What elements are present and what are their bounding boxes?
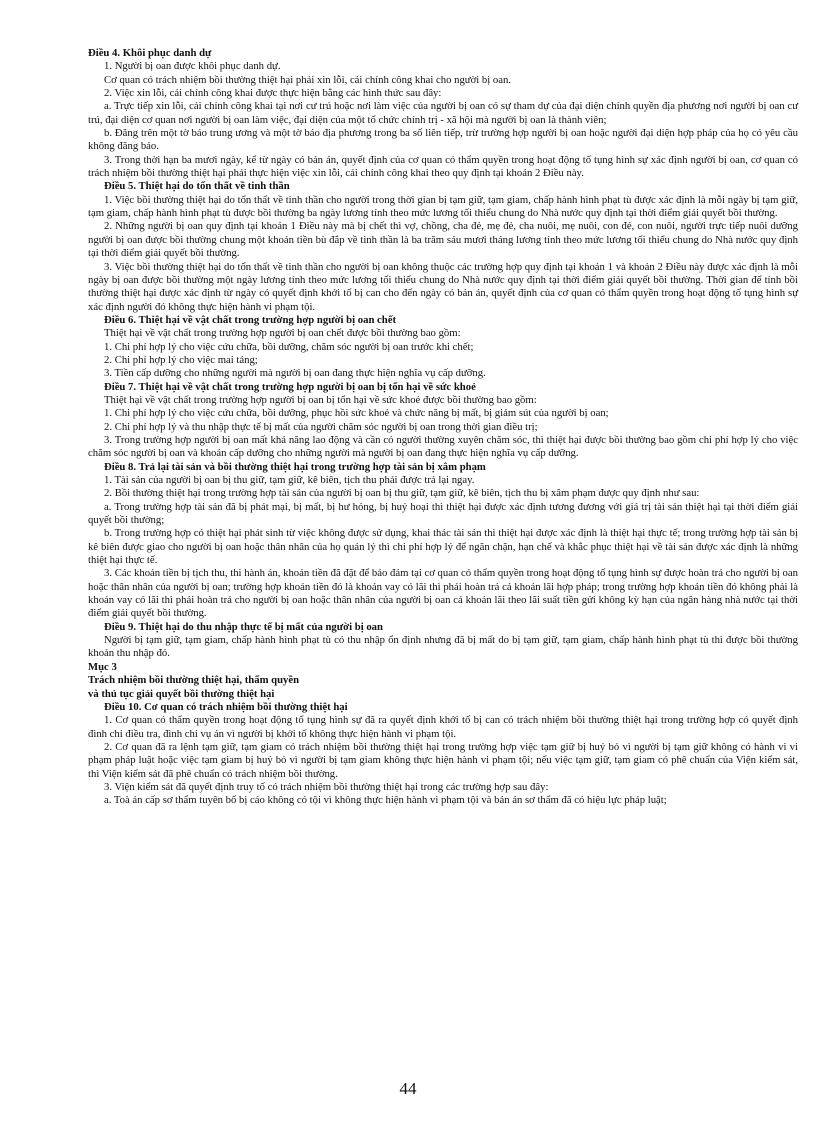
paragraph: 2. Chi phí hợp lý và thu nhập thực tế bị mất của người chăm sóc người bị oan trong thời gian điều trị; bbox=[104, 420, 538, 433]
paragraph: 2. Cơ quan đã ra lệnh tạm giữ, tạm giam có trách nhiệm bồi thường thiệt hại trong trường hợp việc tạm giữ bị huỷ bỏ vì người bị tạm giữ không có hành vi vi phạm pháp luật hoặc việc tạm giam bị huỷ bỏ vì người bị tạm giam không thực hiện hành vi phạm tội; nếu việc tạm giữ, tạm giam có phê chuẩn của Viện kiểm sát, thì Viện kiểm sát đã phê chuẩn có trách nhiệm bồi thường. bbox=[88, 740, 798, 780]
paragraph: Thiệt hại về vật chất trong trường hợp người bị oan chết được bồi thường bao gồm: bbox=[104, 327, 461, 340]
paragraph: 3. Các khoản tiền bị tịch thu, thi hành án, khoản tiền đã đặt để bảo đảm tại cơ quan có thẩm quyền trong hoạt động tố tụng hình sự được hoàn trả cho người bị oan hoặc thân nhân của người bị oan; trường hợp khoản tiền đó là khoản vay có lãi thì phải hoàn trả cả khoản lãi hợp pháp; trong trường hợp khoản tiền đó không phải là khoản vay có lãi thì phải hoàn trả cho người bị oan hoặc thân nhân của người bị oan cả khoản lãi theo lãi suất tiền gửi không kỳ hạn của ngân hàng nhà nước tại thời điểm giải quyết bồi thường. bbox=[88, 567, 798, 620]
page-number: 44 bbox=[399, 1079, 417, 1098]
section-heading: Mục 3 bbox=[88, 660, 117, 673]
paragraph: 2. Những người bị oan quy định tại khoản 1 Điều này mà bị chết thì vợ, chồng, cha đẻ, mẹ đẻ, cha nuôi, mẹ nuôi, con đẻ, con nuôi, người trực tiếp nuôi dưỡng người bị oan được bồi thường chung một khoản tiền bù đắp về tinh thần là ba trăm sáu mươi tháng lương tính theo mức lương tối thiểu chung do Nhà nước quy định tại thời điểm giải quyết bồi thường. bbox=[88, 220, 798, 260]
paragraph: Người bị tạm giữ, tạm giam, chấp hành hình phạt tù có thu nhập ổn định nhưng đã bị mất do bị tạm giữ, tạm giam, chấp hành hình phạt tù thì được bồi thường khoản thu nhập đó. bbox=[88, 634, 798, 660]
paragraph: a. Trực tiếp xin lỗi, cải chính công khai tại nơi cư trú hoặc nơi làm việc của người bị oan có sự tham dự của đại diện chính quyền địa phương nơi người bị oan cư trú, đại diện cơ quan nơi người bị oan làm việc, đại diện của một tổ chức chính trị - xã hội mà người bị oan là thành viên; bbox=[88, 100, 798, 126]
paragraph: 3. Viện kiểm sát đã quyết định truy tố có trách nhiệm bồi thường thiệt hại trong các trường hợp sau đây: bbox=[104, 780, 549, 793]
paragraph: a. Trong trường hợp tài sản đã bị phát mại, bị mất, bị hư hỏng, bị huỷ hoại thì thiệt hại được xác định tương đương với giá trị tài sản thiệt hại tại thời điểm giải quyết bồi thường; bbox=[88, 500, 798, 527]
section-heading: Điều 10. Cơ quan có trách nhiệm bồi thường thiệt hại bbox=[104, 700, 348, 713]
section-heading: Điều 9. Thiệt hại do thu nhập thực tế bị mất của người bị oan bbox=[104, 620, 383, 633]
paragraph: 3. Trong thời hạn ba mươi ngày, kể từ ngày có bản án, quyết định của cơ quan có thẩm quyền trong hoạt động tố tụng hình sự xác định người bị oan, cơ quan có trách nhiệm bồi thường thiệt hại phải thực hiện việc xin lỗi, cải chính công khai theo quy định tại khoản 2 Điều này. bbox=[88, 153, 798, 180]
paragraph: 1. Chi phí hợp lý cho việc cứu chữa, bồi dưỡng, phục hồi sức khoẻ và chức năng bị mất, bị giảm sút của người bị oan; bbox=[104, 407, 609, 420]
paragraph: 1. Cơ quan có thẩm quyền trong hoạt động tố tụng hình sự đã ra quyết định khởi tố bị can có trách nhiệm bồi thường thiệt hại trong trường hợp có quyết định đình chỉ điều tra, đình chỉ vụ án vì người bị khởi tố không thực hiện hành vi phạm tội. bbox=[88, 714, 798, 740]
paragraph: 3. Việc bồi thường thiệt hại do tổn thất về tinh thần cho người bị oan không thuộc các trường hợp quy định tại khoản 1 và khoản 2 Điều này được xác định là mỗi ngày bị oan được bồi thường một ngày lương tính theo mức lương tối thiểu chung do Nhà nước quy định tại thời điểm giải quyết bồi thường. Thời gian để tính bồi thường thiệt hại được xác định từ ngày có quyết định khởi tố bị can cho đến ngày có bản án, quyết định của cơ quan có thẩm quyền trong hoạt động tố tụng hình sự xác định người đó không thực hiện hành vi phạm tội. bbox=[88, 260, 798, 313]
paragraph: a. Toà án cấp sơ thẩm tuyên bố bị cáo không có tội vì không thực hiện hành vi phạm tội và bản án sơ thẩm đã có hiệu lực pháp luật; bbox=[104, 794, 667, 807]
paragraph: b. Đăng trên một tờ báo trung ương và một tờ báo địa phương trong ba số liên tiếp, trừ trường hợp người bị oan hoặc người đại diện hợp pháp của họ có yêu cầu không đăng báo. bbox=[88, 127, 798, 153]
paragraph: 1. Chi phí hợp lý cho việc cứu chữa, bồi dưỡng, chăm sóc người bị oan trước khi chết; bbox=[104, 340, 474, 353]
document-page bbox=[88, 47, 798, 808]
section-heading: Điều 8. Trả lại tài sản và bồi thường thiệt hại trong trường hợp tài sản bị xâm phạm bbox=[104, 460, 486, 473]
section-heading: Điều 7. Thiệt hại về vật chất trong trường hợp người bị oan bị tổn hại về sức khoẻ bbox=[104, 380, 476, 393]
paragraph: Cơ quan có trách nhiệm bồi thường thiệt hại phải xin lỗi, cải chính công khai cho người bị oan. bbox=[104, 73, 511, 86]
section-heading: Điều 6. Thiệt hại về vật chất trong trường hợp người bị oan chết bbox=[104, 313, 397, 326]
paragraph: 1. Tài sản của người bị oan bị thu giữ, tạm giữ, kê biên, tịch thu phải được trả lại ngay. bbox=[104, 474, 475, 486]
paragraph: 3. Tiền cấp dưỡng cho những người mà người bị oan đang thực hiện nghĩa vụ cấp dưỡng. bbox=[104, 367, 486, 380]
section-heading: Trách nhiệm bồi thường thiệt hại, thẩm quyền bbox=[88, 674, 300, 687]
paragraph: 3. Trong trường hợp người bị oan mất khả năng lao động và cần có người thường xuyên chăm sóc, thì thiệt hại được bồi thường bao gồm chi phí hợp lý cho việc chăm sóc người bị oan và khoản cấp dưỡng cho những người mà người bị oan đang thực hiện nghĩa vụ cấp dưỡng. bbox=[88, 433, 798, 460]
section-heading: Điều 4. Khôi phục danh dự bbox=[88, 47, 212, 59]
paragraph: 2. Việc xin lỗi, cải chính công khai được thực hiện bằng các hình thức sau đây: bbox=[104, 87, 442, 100]
paragraph: 2. Bồi thường thiệt hại trong trường hợp tài sản của người bị oan bị thu giữ, tạm giữ, kê biên, tịch thu bị xâm phạm được quy định như sau: bbox=[104, 487, 700, 500]
paragraph: Thiệt hại về vật chất trong trường hợp người bị oan bị tổn hại về sức khoẻ được bồi thường bao gồm: bbox=[104, 393, 537, 406]
paragraph: 2. Chi phí hợp lý cho việc mai táng; bbox=[104, 353, 258, 366]
paragraph: b. Trong trường hợp có thiệt hại phát sinh từ việc không được sử dụng, khai thác tài sản thì thiệt hại được xác định là thiệt hại thực tế; trong trường hợp tài sản bị kê biên được giao cho người bị oan hoặc thân nhân của họ quản lý thì chi phí hợp lý để ngăn chặn, hạn chế và khắc phục thiệt hại về tài sản được xác định là những thiệt hại thực tế. bbox=[88, 527, 798, 567]
section-heading: Điều 5. Thiệt hại do tổn thất về tinh thần bbox=[104, 180, 290, 193]
section-heading: và thủ tục giải quyết bồi thường thiệt hại bbox=[88, 687, 275, 700]
paragraph: 1. Người bị oan được khôi phục danh dự. bbox=[104, 60, 281, 73]
paragraph: 1. Việc bồi thường thiệt hại do tổn thất về tinh thần cho người trong thời gian bị tạm giữ, tạm giam, chấp hành hình phạt tù được xác định là mỗi ngày bị tạm giữ, tạm giam, chấp hành hình phạt tù được bồi thường ba ngày lương tính theo mức lương tối thiểu chung do Nhà nước quy định tại thời điểm giải quyết bồi thường. bbox=[88, 193, 798, 220]
